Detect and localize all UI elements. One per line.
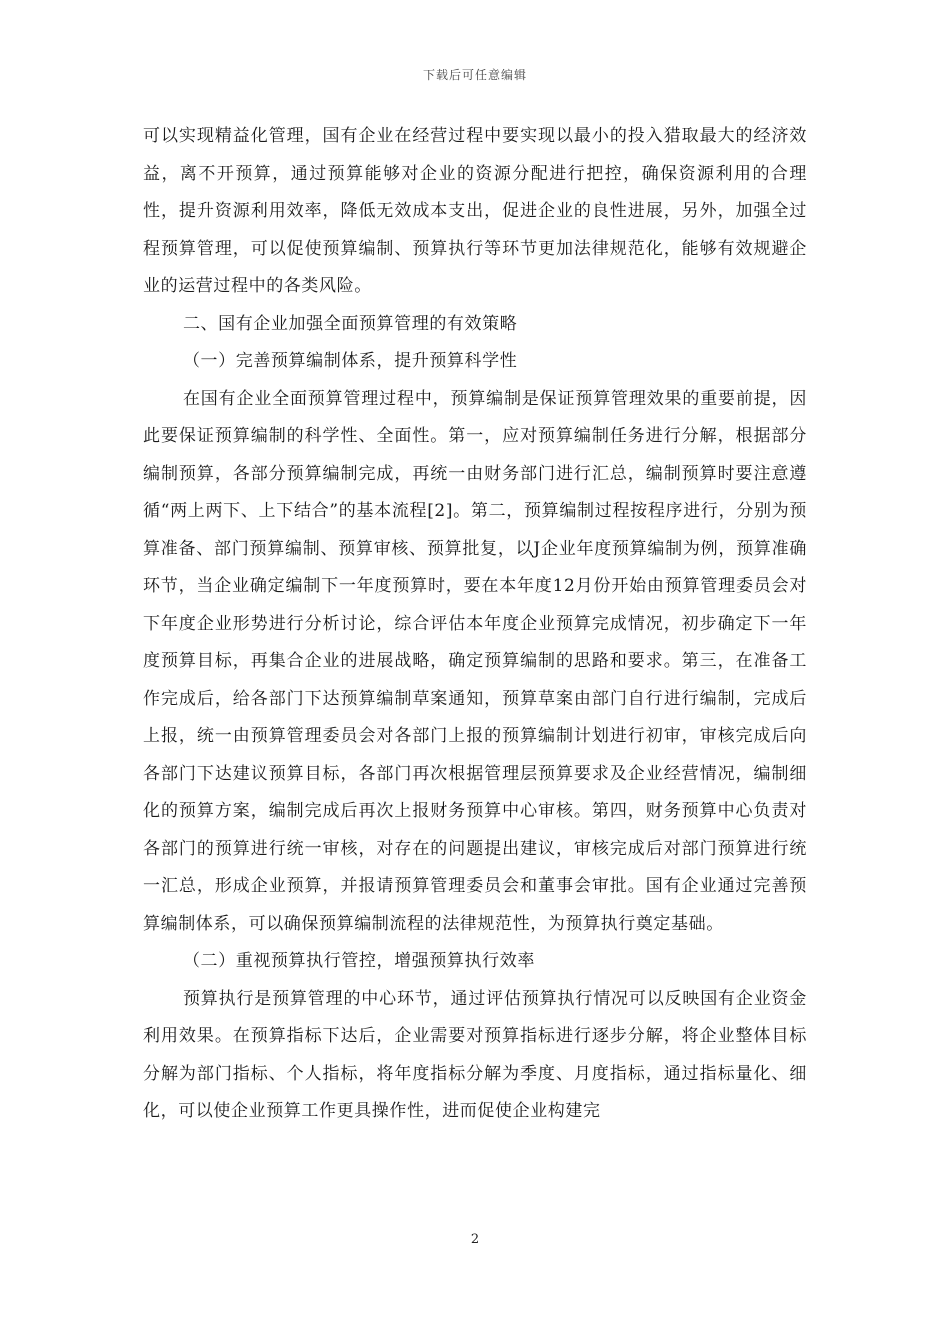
- section-heading: 二、国有企业加强全面预算管理的有效策略: [182, 313, 518, 334]
- paragraph: 在国有企业全面预算管理过程中，预算编制是保证预算管理效果的重要前提，因此要保证预算编制的科学性、全面性。第一，应对预算编制任务进行分解，根据部分编制预算，各部分预算编制完成，再统一由财务部门进行汇总，编制预算时要注意遵循“两上两下、上下结合”的基本流程[2]。第二，预算编制过程按程序进行，分别为预算准备、部门预算编制、预算审核、预算批复，以J企业年度预算编制为例，预算准确环节，当企业确定编制下一年度预算时，要在本年度12月份开始由预算管理委员会对下年度企业形势进行分析讨论，综合评估本年度企业预算完成情况，初步确定下一年度预算目标，再集合企业的进展战略，确定预算编制的思路和要求。第三，在准备工作完成后，给各部门下达预算编制草案通知，预算草案由部门自行进行编制，完成后上报，统一由预算管理委员会对各部门上报的预算编制计划进行初审，审核完成后向各部门下达建议预算目标，各部门再次根据管理层预算要求及企业经营情况，编制细化的预算方案，编制完成后再次上报财务预算中心审核。第四，财务预算中心负责对各部门的预算进行统一审核，对存在的问题提出建议，审核完成后对部门预算进行统一汇总，形成企业预算，并报请预算管理委员会和董事会审批。国有企业通过完善预算编制体系，可以确保预算编制流程的法律规范性，为预算执行奠定基础。: [143, 388, 807, 934]
- page-header: 下载后可任意编辑: [422, 68, 527, 82]
- paragraph: 预算执行是预算管理的中心环节，通过评估预算执行情况可以反映国有企业资金利用效果。在预算指标下达后，企业需要对预算指标进行逐步分解，将企业整体目标分解为部门指标、个人指标，将年度指标分解为季度、月度指标，通过指标量化、细化，可以使企业预算工作更具操作性，进而促使企业构建完: [143, 988, 807, 1121]
- document-body: [143, 118, 807, 1131]
- subsection-heading: （二）重视预算执行管控，增强预算执行效率: [182, 951, 535, 971]
- page-number: 2: [470, 1232, 480, 1247]
- paragraph-continuation: 可以实现精益化管理，国有企业在经营过程中要实现以最小的投入猎取最大的经济效益，离不开预算，通过预算能够对企业的资源分配进行把控，确保资源利用的合理性，提升资源利用效率，降低无效成本支出，促进企业的良性进展，另外，加强全过程预算管理，可以促使预算编制、预算执行等环节更加法律规范化，能够有效规避企业的运营过程中的各类风险。: [143, 126, 807, 296]
- subsection-heading: （一）完善预算编制体系，提升预算科学性: [182, 351, 518, 371]
